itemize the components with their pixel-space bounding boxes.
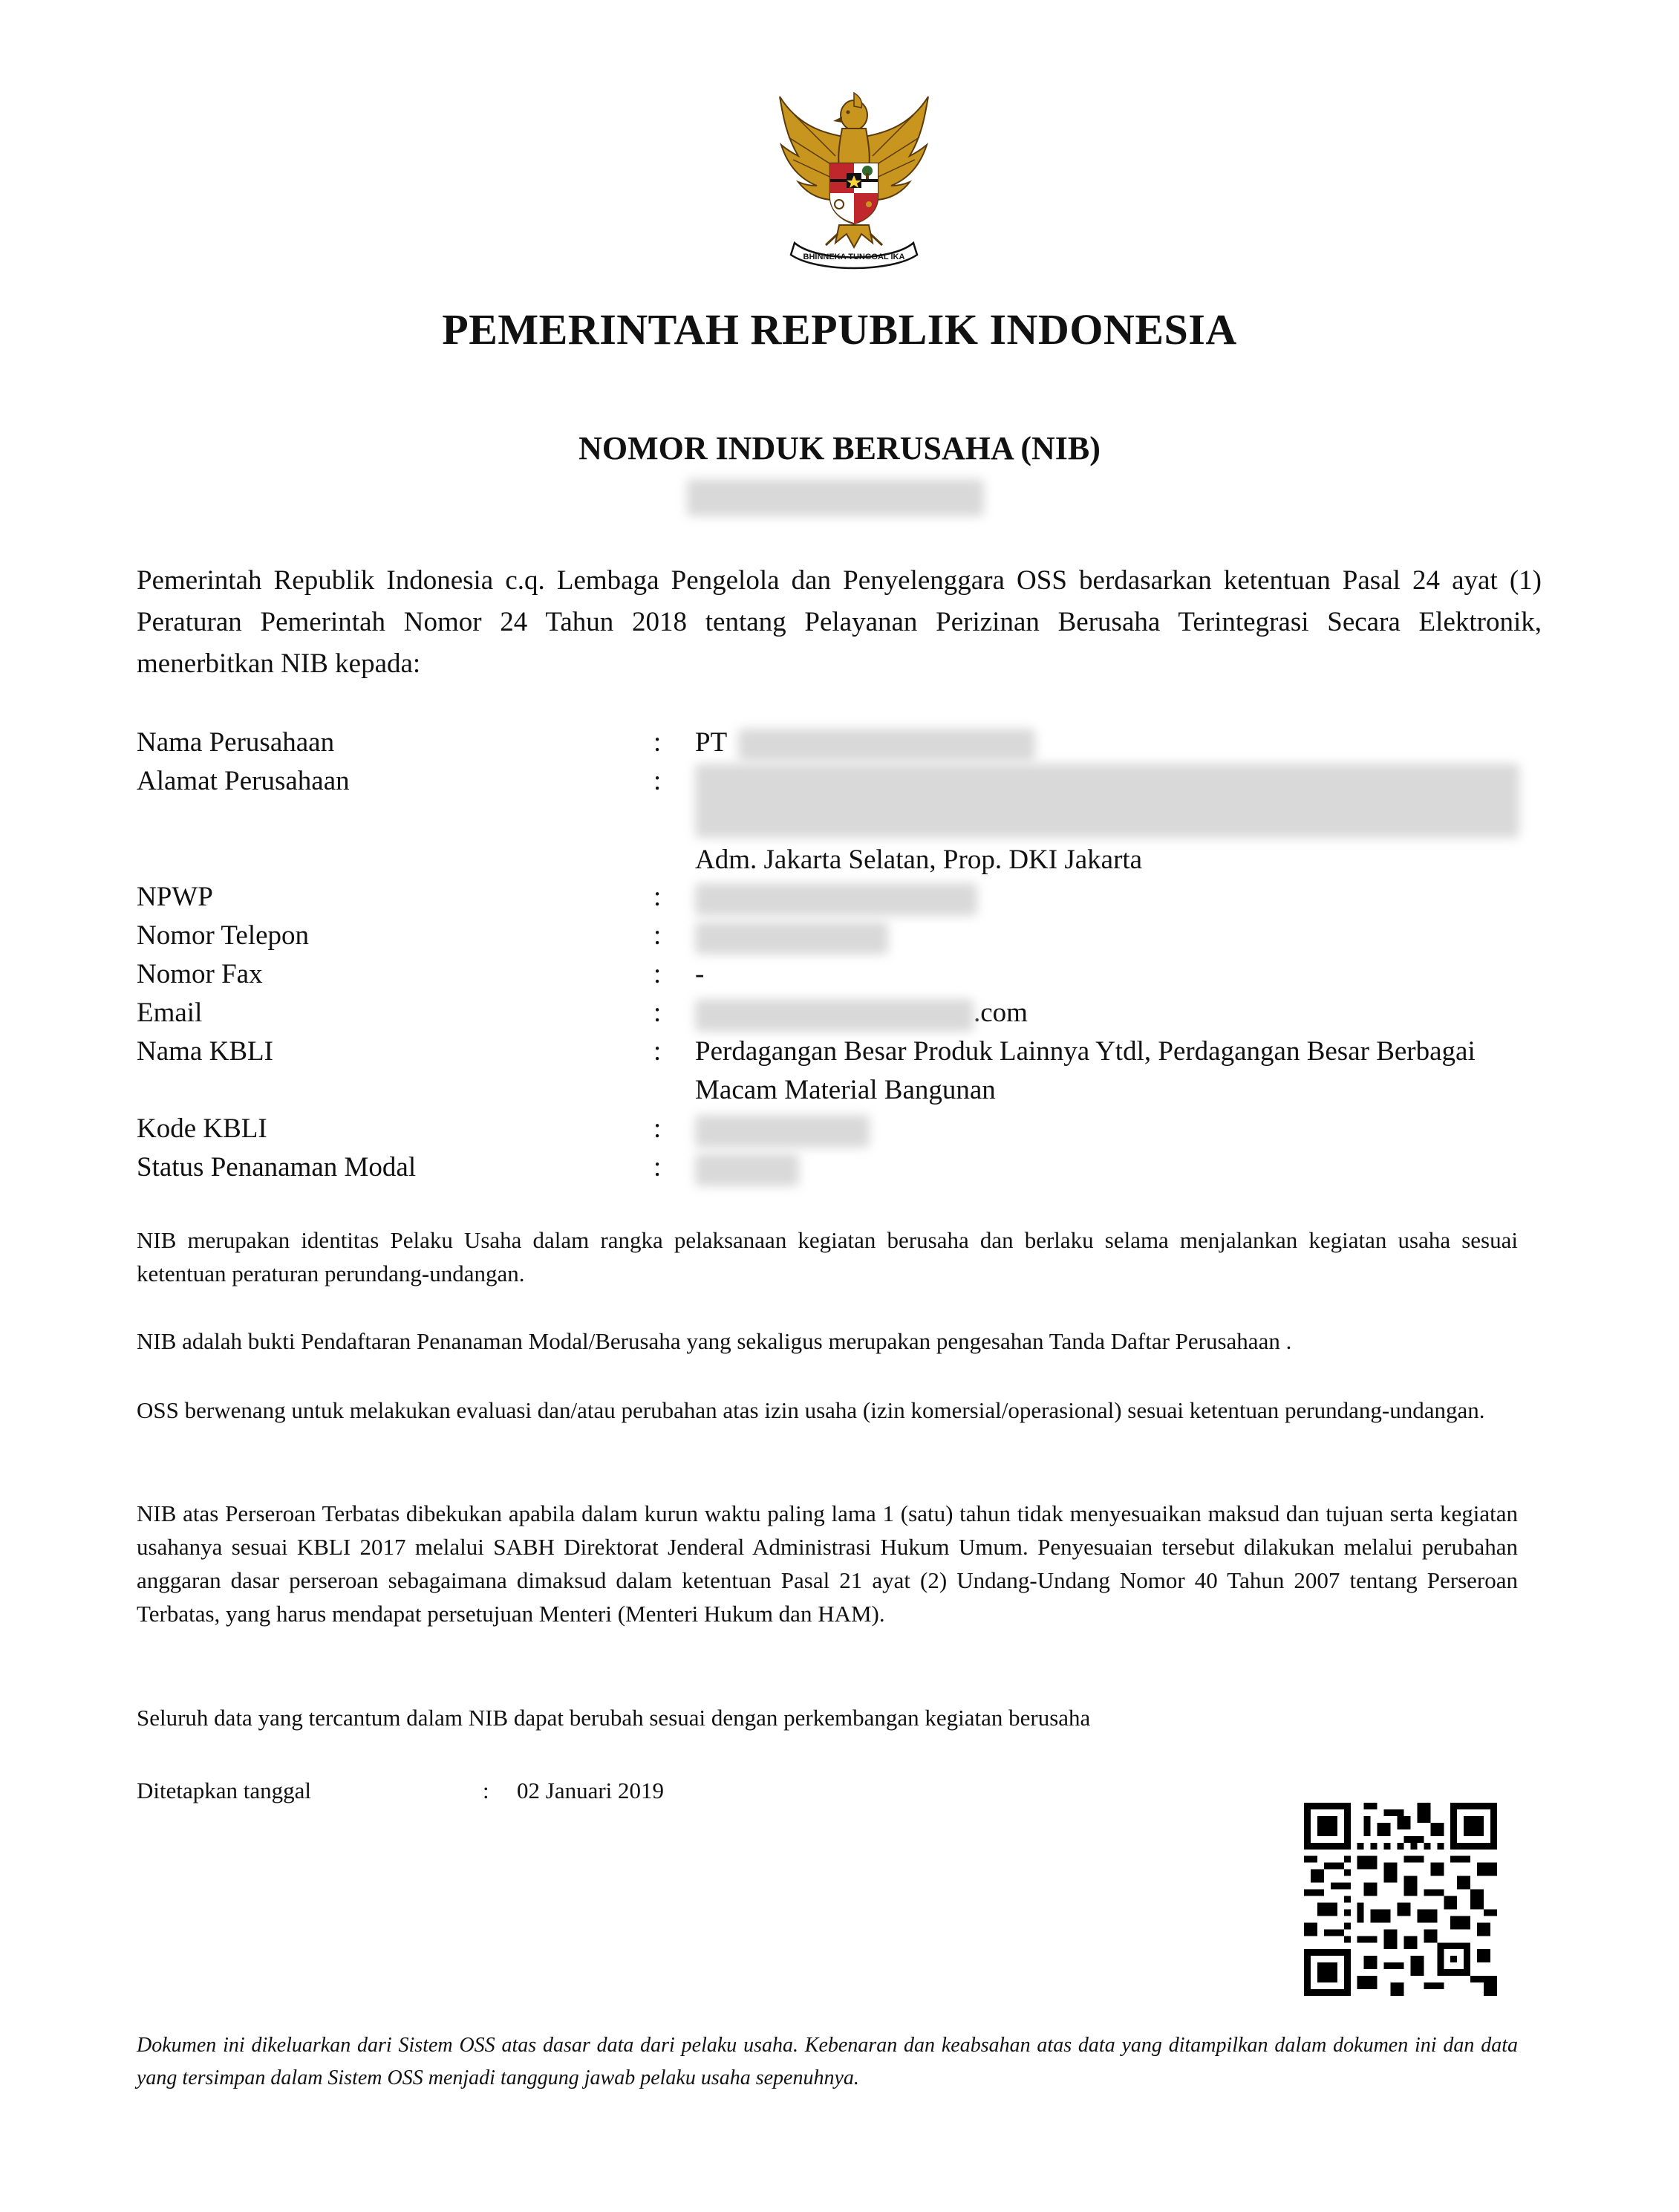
field-separator: : <box>653 727 662 758</box>
field-label: Nama KBLI <box>137 1036 273 1067</box>
document-title: PEMERINTAH REPUBLIK INDONESIA <box>442 305 1237 354</box>
field-label: Nomor Telepon <box>137 920 310 951</box>
issued-label: Ditetapkan tanggal <box>137 1777 311 1803</box>
paragraph-2: NIB adalah bukti Pendaftaran Penanaman Modal/Berusaha yang sekaligus merupakan pengesahan Tanda Daftar Perusahaan . <box>137 1328 1292 1354</box>
redacted-value <box>695 764 1519 838</box>
field-separator: : <box>653 1152 662 1183</box>
field-value: - <box>695 959 705 989</box>
redacted-value <box>738 729 1035 761</box>
document-subtitle: NOMOR INDUK BERUSAHA (NIB) <box>578 430 1101 466</box>
disclaimer-footer: Dokumen ini dikeluarkan dari Sistem OSS atas dasar data dari pelaku usaha. Kebenaran dan keabsahan atas data yang ditampilkan dalam dokumen ini dan data yang tersimpan dalam Sistem OSS menjadi tanggung jawab pelaku usaha sepenuhnya. <box>137 2034 1518 2089</box>
field-value: .com <box>695 994 1527 1032</box>
field-separator: : <box>653 998 662 1028</box>
paragraph-3: OSS berwenang untuk melakukan evaluasi dan/atau perubahan atas izin usaha (izin komersial/operasional) sesuai ketentuan perundang-undangan. <box>137 1397 1485 1423</box>
field-value <box>695 917 1527 955</box>
issued-separator: : <box>483 1777 489 1803</box>
garuda-pancasila-emblem <box>765 85 943 270</box>
field-separator: : <box>653 1113 662 1144</box>
redacted-value <box>695 883 977 916</box>
qr-code <box>1304 1803 1497 1996</box>
redacted-value <box>695 1154 799 1186</box>
field-label: Email <box>137 998 203 1028</box>
field-label: Nomor Fax <box>137 959 263 989</box>
field-value <box>695 878 1527 917</box>
paragraph-1: NIB merupakan identitas Pelaku Usaha dalam rangka pelaksanaan kegiatan berusaha dan berlaku selama menjalankan kegiatan usaha sesuai ketentuan peraturan perundang-undangan. <box>137 1227 1518 1286</box>
issued-date-value: 02 Januari 2019 <box>517 1777 665 1803</box>
field-separator: : <box>653 1036 662 1067</box>
redacted-value <box>695 1115 870 1148</box>
field-separator: : <box>653 882 662 912</box>
paragraph-5: Seluruh data yang tercantum dalam NIB dapat berubah sesuai dengan perkembangan kegiatan berusaha <box>137 1705 1091 1731</box>
redacted-value <box>695 922 888 954</box>
intro-paragraph: Pemerintah Republik Indonesia c.q. Lembaga Pengelola dan Penyelenggara OSS berdasarkan ketentuan Pasal 24 ayat (1) Peraturan Pemerintah Nomor 24 Tahun 2018 tentang Pelayanan Perizinan Berusaha Terintegrasi Secara Elektronik, menerbitkan NIB kepada: <box>137 565 1542 679</box>
field-value: Perdagangan Besar Produk Lainnya Ytdl, Perdagangan Besar Berbagai Macam Material Bangunan <box>695 1036 1476 1105</box>
field-separator: : <box>653 920 662 951</box>
field-value <box>695 1110 1527 1148</box>
nib-number-redacted <box>687 479 984 516</box>
svg-text:BHINNEKA TUNGGAL IKA: BHINNEKA TUNGGAL IKA <box>803 253 905 261</box>
field-label: Alamat Perusahaan <box>137 766 350 796</box>
field-separator: : <box>653 766 662 796</box>
field-label: Kode KBLI <box>137 1113 267 1144</box>
field-label: Status Penanaman Modal <box>137 1152 417 1183</box>
field-value: PT <box>695 723 1527 762</box>
paragraph-4: NIB atas Perseroan Terbatas dibekukan apabila dalam kurun waktu paling lama 1 (satu) tahun tidak menyesuaikan maksud dan tujuan serta kegiatan usahanya sesuai KBLI 2017 melalui SABH Direktorat Jenderal Administrasi Hukum Umum. Penyesuaian tersebut dilakukan melalui perubahan anggaran dasar perseroan sebagaimana dimaksud dalam ketentuan Pasal 21 ayat (2) Undang-Undang Nomor 40 Tahun 2007 tentang Perseroan Terbatas, yang harus mendapat persetujuan Menteri (Menteri Hukum dan HAM). <box>137 1500 1518 1627</box>
field-label: NPWP <box>137 882 213 912</box>
field-value: Adm. Jakarta Selatan, Prop. DKI Jakarta <box>695 762 1527 879</box>
field-separator: : <box>653 959 662 989</box>
redacted-value <box>695 999 974 1032</box>
field-label: Nama Perusahaan <box>137 727 335 758</box>
field-value <box>695 1148 1527 1187</box>
